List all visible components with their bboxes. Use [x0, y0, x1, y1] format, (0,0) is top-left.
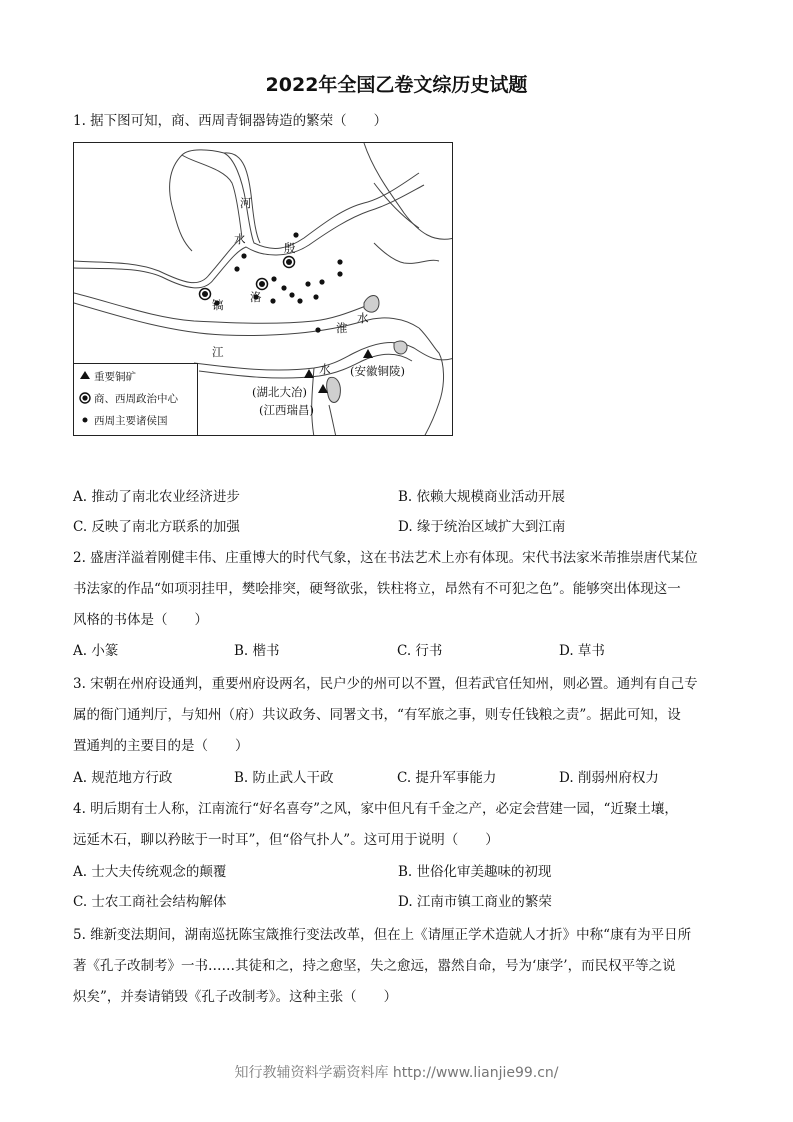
map-label-hao: 镐 — [212, 298, 224, 312]
mine-hubei-marker — [304, 369, 314, 378]
q1-option-d[interactable]: D. 缘于统治区域扩大到江南 — [398, 519, 566, 535]
q4-option-b[interactable]: B. 世俗化审美趣味的初现 — [398, 864, 552, 880]
q1-stem: 1. 据下图可知，商、西周青铜器铸造的繁荣（ ） — [73, 113, 388, 129]
map-legend — [74, 363, 198, 436]
q5-stem-line: 5. 维新变法期间，湖南巡抚陈宝箴推行变法改革，但在上《请厘正学术造就人才折》中称“康有为平日所 — [73, 927, 692, 943]
q3-stem-line: 属的衙门通判厅，与知州（府）共议政务、同署文书，“有军旅之事，则专任钱粮之责”。据此可知，设 — [73, 707, 681, 723]
map-label-yin: 殷 — [284, 241, 296, 255]
q5-stem-line: 炽矣”，并奏请销毁《孔子改制考》。这种主张（ ） — [73, 989, 398, 1005]
q3-option-d[interactable]: D. 削弱州府权力 — [559, 770, 659, 786]
q4-option-c[interactable]: C. 士农工商社会结构解体 — [73, 894, 227, 910]
q2-option-b[interactable]: B. 楷书 — [234, 643, 280, 659]
legend-item-mine: 重要铜矿 — [94, 371, 136, 383]
q2-stem-line: 2. 盛唐洋溢着刚健丰伟、庄重博大的时代气象，这在书法艺术上亦有体现。宋代书法家米芾推崇唐代某位 — [73, 550, 698, 566]
map-label-shui-yellow: 水 — [234, 232, 246, 246]
map-label-jiangxi-ruichang: (江西瑞昌) — [259, 403, 314, 417]
q4-stem-line: 4. 明后期有士人称，江南流行“好名喜夸”之风，家中但凡有千金之产，必定会营建一园，“近聚土壤， — [73, 801, 678, 817]
map-label-shui-yangtze: 水 — [319, 362, 331, 376]
q3-option-b[interactable]: B. 防止武人干政 — [234, 770, 334, 786]
q3-stem-line: 置通判的主要目的是（ ） — [73, 738, 249, 754]
map-label-anhui-tongling: (安徽铜陵) — [350, 364, 405, 378]
map-label-hubei-daye: (湖北大冶) — [252, 385, 307, 399]
q3-option-c[interactable]: C. 提升军事能力 — [397, 770, 497, 786]
map-label-huai: 淮 — [336, 321, 348, 335]
vassal-state-dots — [214, 232, 342, 332]
legend-vassal-icon — [83, 418, 88, 423]
map-label-jiang: 江 — [212, 345, 224, 359]
q1-option-b[interactable]: B. 依赖大规模商业活动开展 — [398, 489, 566, 505]
legend-mine-icon — [80, 371, 90, 379]
q4-option-d[interactable]: D. 江南市镇工商业的繁荣 — [398, 894, 552, 910]
q2-stem-line: 风格的书体是（ ） — [73, 612, 208, 628]
footer-watermark: 知行教辅资料学霸资料库 http://www.lianjie99.cn/ — [234, 1065, 559, 1081]
page-title: 2022年全国乙卷文综历史试题 — [265, 74, 528, 96]
map-label-he: 河 — [240, 196, 252, 210]
q5-stem-line: 著《孔子改制考》一书……其徒和之，持之愈坚，失之愈远，嚣然自命，号为‘康学’，而民权平等之说 — [73, 958, 676, 974]
q1-option-c[interactable]: C. 反映了南北方联系的加强 — [73, 519, 240, 535]
legend-item-capital: 商、西周政治中心 — [94, 393, 178, 405]
q2-option-d[interactable]: D. 草书 — [559, 643, 605, 659]
q1-option-a[interactable]: A. 推动了南北农业经济进步 — [73, 489, 240, 505]
q3-stem-line: 3. 宋朝在州府设通判，重要州府设两名，民户少的州可以不置，但若武官任知州，则必置。通判有自己专 — [73, 676, 698, 692]
legend-item-vassal: 西周主要诸侯国 — [94, 415, 168, 427]
q2-option-a[interactable]: A. 小篆 — [73, 643, 119, 659]
q2-stem-line: 书法家的作品“如项羽挂甲，樊哙排突，硬弩欲张，铁柱将立，昂然有不可犯之色”。能够突出体现这一 — [73, 581, 681, 597]
map-label-luo: 洛 — [250, 290, 262, 304]
q4-option-a[interactable]: A. 士大夫传统观念的颠覆 — [73, 864, 227, 880]
q3-option-a[interactable]: A. 规范地方行政 — [73, 770, 173, 786]
map-label-shui-huai: 水 — [357, 311, 369, 325]
q4-stem-line: 远延木石，聊以矜眩于一时耳”，但“俗气扑人”。这可用于说明（ ） — [73, 832, 499, 848]
q2-option-c[interactable]: C. 行书 — [397, 643, 443, 659]
mine-anhui-marker — [363, 349, 373, 358]
bronze-map — [73, 142, 453, 436]
